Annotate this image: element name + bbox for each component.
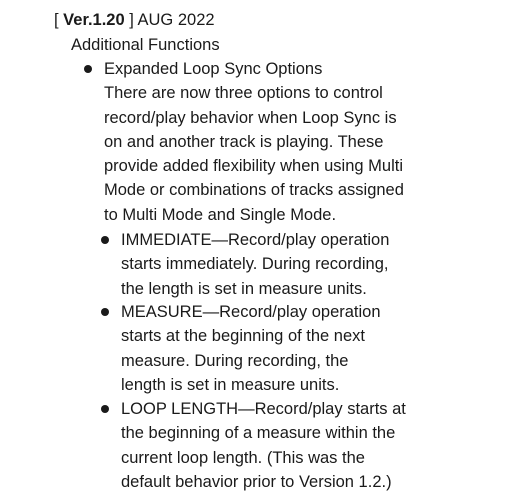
feature-description-line: on and another track is playing. These: [104, 132, 384, 151]
option-line: LOOP LENGTH—Record/play starts at: [121, 400, 406, 418]
feature-description-line: There are now three options to control: [104, 84, 383, 103]
feature-title: Expanded Loop Sync Options: [104, 60, 323, 78]
option-line: the length is set in measure units.: [121, 279, 367, 298]
option-line: starts immediately. During recording,: [121, 255, 389, 274]
version-close-bracket: ]: [124, 11, 134, 29]
feature-description-line: record/play behavior when Loop Sync is: [104, 108, 397, 127]
bullet-icon: [101, 405, 109, 413]
feature-item: [104, 57, 404, 227]
feature-description-line: provide added flexibility when using Multi: [104, 157, 403, 176]
option-line: measure. During recording, the: [121, 351, 349, 370]
bullet-icon: [84, 65, 92, 73]
option-line: the beginning of a measure within the: [121, 424, 396, 443]
option-line: current loop length. (This was the: [121, 448, 365, 467]
version-open-bracket: [: [54, 11, 64, 29]
option-line: length is set in measure units.: [121, 375, 340, 394]
option-line: IMMEDIATE—Record/play operation: [121, 231, 390, 249]
option-line: MEASURE—Record/play operation: [121, 303, 381, 321]
version-header: [54, 8, 215, 32]
feature-description-line: to Multi Mode and Single Mode.: [104, 205, 337, 224]
option-line: default behavior prior to Version 1.2.): [121, 472, 392, 491]
option-item-loop-length: [121, 397, 406, 494]
version-label: Ver.1.20: [63, 11, 125, 29]
version-date: AUG 2022: [133, 11, 215, 29]
bullet-icon: [101, 308, 109, 316]
bullet-icon: [101, 236, 109, 244]
option-line: starts at the beginning of the next: [121, 327, 365, 346]
section-title: Additional Functions: [71, 36, 220, 54]
feature-description-line: Mode or combinations of tracks assigned: [104, 181, 404, 200]
option-item-measure: [121, 300, 381, 397]
option-item-immediate: [121, 228, 389, 301]
